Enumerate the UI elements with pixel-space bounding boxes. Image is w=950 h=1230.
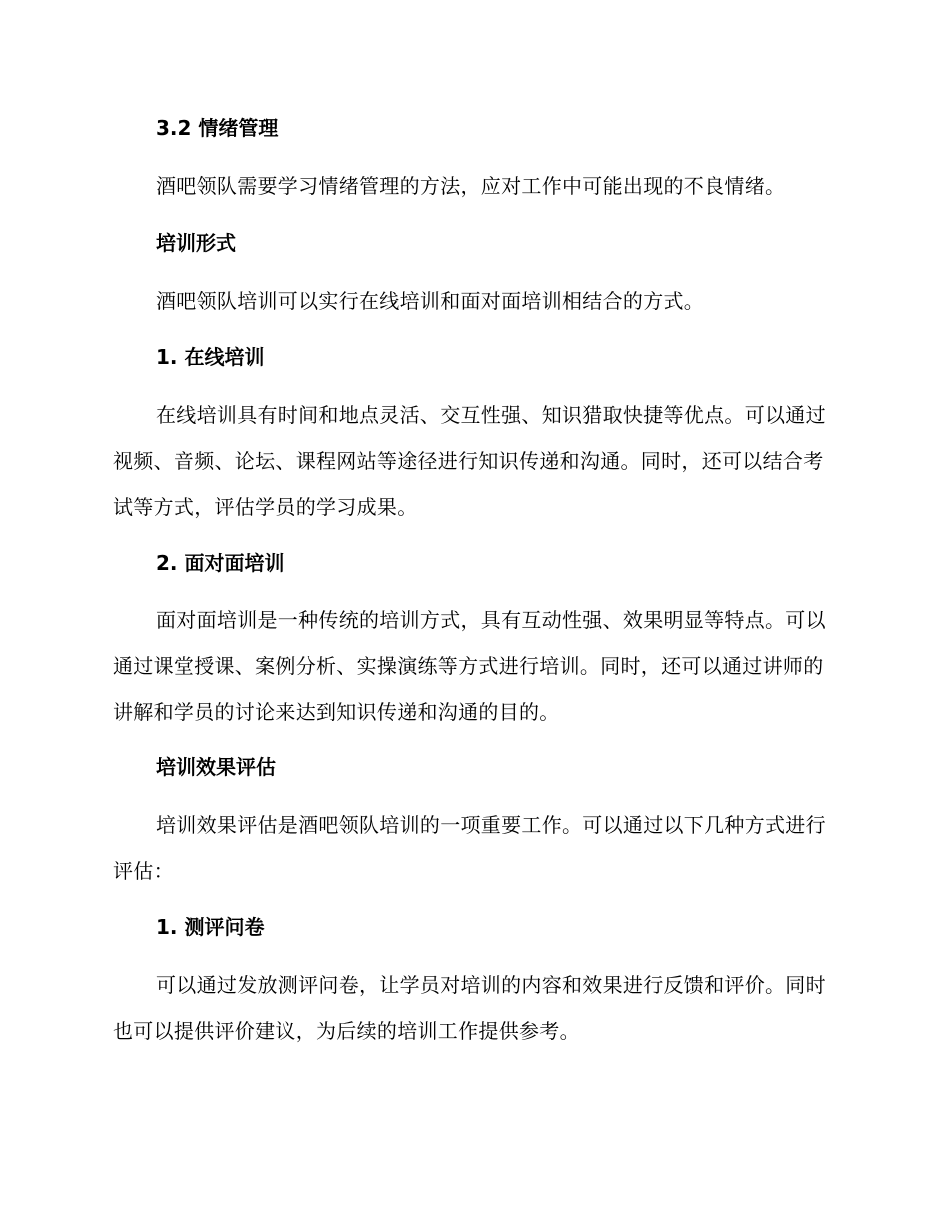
section-heading-emotion-management: 3.2 情绪管理 (156, 116, 279, 140)
paragraph-face-to-face-training: 面对面培训是一种传统的培训方式，具有互动性强、效果明显等特点。可以通过课堂授课、案例分析、实操演练等方式进行培训。同时，还可以通过讲师的讲解和学员的讨论来达到知识传递和沟通的目的。 (113, 608, 826, 724)
section-heading-face-to-face-training: 2. 面对面培训 (156, 551, 285, 575)
section-heading-online-training: 1. 在线培训 (156, 345, 265, 369)
section-heading-questionnaire: 1. 测评问卷 (156, 915, 265, 939)
paragraph-emotion-management: 酒吧领队需要学习情绪管理的方法，应对工作中可能出现的不良情绪。 (156, 174, 786, 198)
section-heading-training-evaluation: 培训效果评估 (156, 755, 276, 779)
paragraph-questionnaire: 可以通过发放测评问卷，让学员对培训的内容和效果进行反馈和评价。同时也可以提供评价建议，为后续的培训工作提供参考。 (113, 973, 826, 1043)
paragraph-training-format: 酒吧领队培训可以实行在线培训和面对面培训相结合的方式。 (156, 289, 705, 313)
paragraph-training-evaluation: 培训效果评估是酒吧领队培训的一项重要工作。可以通过以下几种方式进行评估： (113, 813, 826, 883)
paragraph-online-training: 在线培训具有时间和地点灵活、交互性强、知识猎取快捷等优点。可以通过视频、音频、论坛、课程网站等途径进行知识传递和沟通。同时，还可以结合考试等方式，评估学员的学习成果。 (113, 403, 826, 519)
section-heading-training-format: 培训形式 (156, 231, 236, 255)
